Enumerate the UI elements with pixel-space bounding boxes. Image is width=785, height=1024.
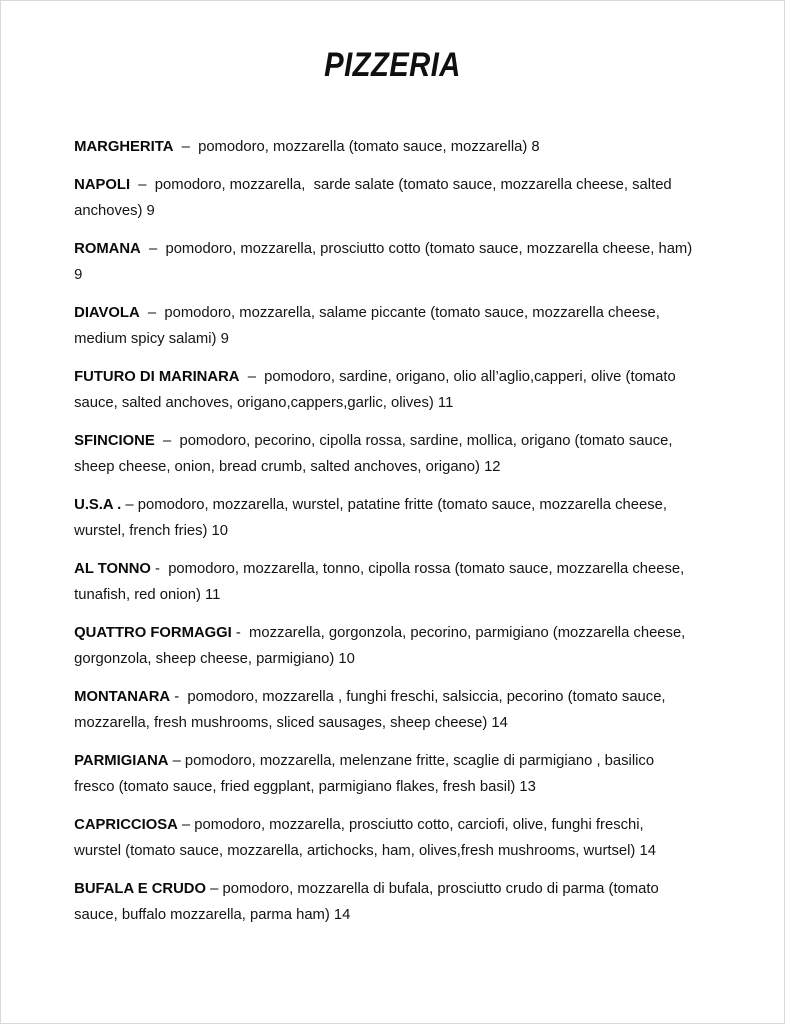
menu-item: [1, 492, 764, 544]
menu-item-name: DIAVOLA: [74, 303, 140, 321]
menu-item-separator: –: [206, 879, 223, 897]
menu-item-separator: –: [154, 431, 180, 449]
menu-item: [1, 134, 764, 160]
menu-item-description: pomodoro, mozzarella, melenzane fritte, scaglie di parmigiano , basilico fresco (tomato sauce, fried eggplant, parmigiano flakes, fresh basil) 13: [74, 751, 659, 795]
menu-item: [1, 876, 764, 928]
menu-item-description: pomodoro, mozzarella, salame piccante (tomato sauce, mozzarella cheese, medium spicy salami) 9: [74, 303, 664, 347]
menu-item: [1, 172, 764, 224]
menu-item-name: ROMANA: [74, 239, 141, 257]
menu-item-separator: –: [130, 175, 155, 193]
menu-item-separator: -: [231, 623, 250, 641]
menu-item: [1, 300, 764, 352]
menu-item-separator: –: [139, 303, 165, 321]
menu-item: [1, 620, 764, 672]
menu-item: [1, 236, 764, 288]
menu-item-name: QUATTRO FORMAGGI: [74, 623, 232, 641]
menu-item: [1, 812, 764, 864]
menu-item-name: MONTANARA: [74, 687, 171, 705]
menu-item-name: NAPOLI: [74, 175, 131, 193]
menu-item-description: pomodoro, mozzarella, tonno, cipolla rossa (tomato sauce, mozzarella cheese, tunafish, red onion) 11: [74, 559, 689, 603]
menu-item: [1, 428, 764, 480]
menu-item: [1, 556, 764, 608]
menu-item-separator: -: [150, 559, 169, 577]
menu-item-name: U.S.A .: [74, 495, 122, 513]
menu-item-separator: –: [177, 815, 195, 833]
menu-item-list: [1, 86, 784, 928]
menu-item-name: FUTURO DI MARINARA: [74, 367, 240, 385]
menu-item-separator: –: [140, 239, 166, 257]
menu-item-name: PARMIGIANA: [74, 751, 169, 769]
menu-item-name: BUFALA E CRUDO: [74, 879, 207, 897]
menu-item-separator: –: [173, 137, 199, 155]
menu-item-name: AL TONNO: [74, 559, 151, 577]
menu-item: [1, 364, 764, 416]
menu-item-description: pomodoro, sardine, origano, olio all’aglio,capperi, olive (tomato sauce, salted anchoves, origano,cappers,garlic, olives) 11: [74, 367, 680, 411]
menu-item-description: pomodoro, mozzarella, sarde salate (tomato sauce, mozzarella cheese, salted anchoves) 9: [74, 175, 676, 219]
menu-item-separator: -: [170, 687, 188, 705]
menu-item: [1, 684, 764, 736]
menu-item-description: pomodoro, mozzarella (tomato sauce, mozzarella) 8: [198, 137, 540, 155]
menu-item-description: pomodoro, pecorino, cipolla rossa, sardine, mollica, origano (tomato sauce, sheep cheese, onion, bread crumb, salted anchoves, origano) 12: [74, 431, 677, 475]
menu-item-description: pomodoro, mozzarella, prosciutto cotto (tomato sauce, mozzarella cheese, ham) 9: [74, 239, 697, 283]
menu-item-description: pomodoro, mozzarella, wurstel, patatine fritte (tomato sauce, mozzarella cheese, wurstel, french fries) 10: [74, 495, 672, 539]
menu-item-separator: –: [121, 495, 138, 513]
page-title: PIZZERIA: [324, 46, 461, 84]
menu-item-name: CAPRICCIOSA: [74, 815, 178, 833]
menu-item-description: pomodoro, mozzarella di bufala, prosciutto crudo di parma (tomato sauce, buffalo mozzarella, parma ham) 14: [74, 879, 663, 923]
menu-item-name: MARGHERITA: [74, 137, 174, 155]
menu-item-separator: –: [168, 751, 185, 769]
menu-item-name: SFINCIONE: [74, 431, 155, 449]
page-content: [1, 1, 784, 1023]
menu-item-separator: –: [239, 367, 265, 385]
menu-item: [1, 748, 764, 800]
menu-item-description: mozzarella, gorgonzola, pecorino, parmigiano (mozzarella cheese, gorgonzola, sheep cheese, parmigiano) 10: [74, 623, 690, 667]
menu-item-description: pomodoro, mozzarella , funghi freschi, salsiccia, pecorino (tomato sauce, mozzarella, fresh mushrooms, sliced sausages, sheep cheese) 14: [74, 687, 670, 731]
menu-item-description: pomodoro, mozzarella, prosciutto cotto, carciofi, olive, funghi freschi, wurstel (tomato sauce, mozzarella, artichocks, ham, olives,fresh mushrooms, wurtsel) 14: [74, 815, 656, 859]
